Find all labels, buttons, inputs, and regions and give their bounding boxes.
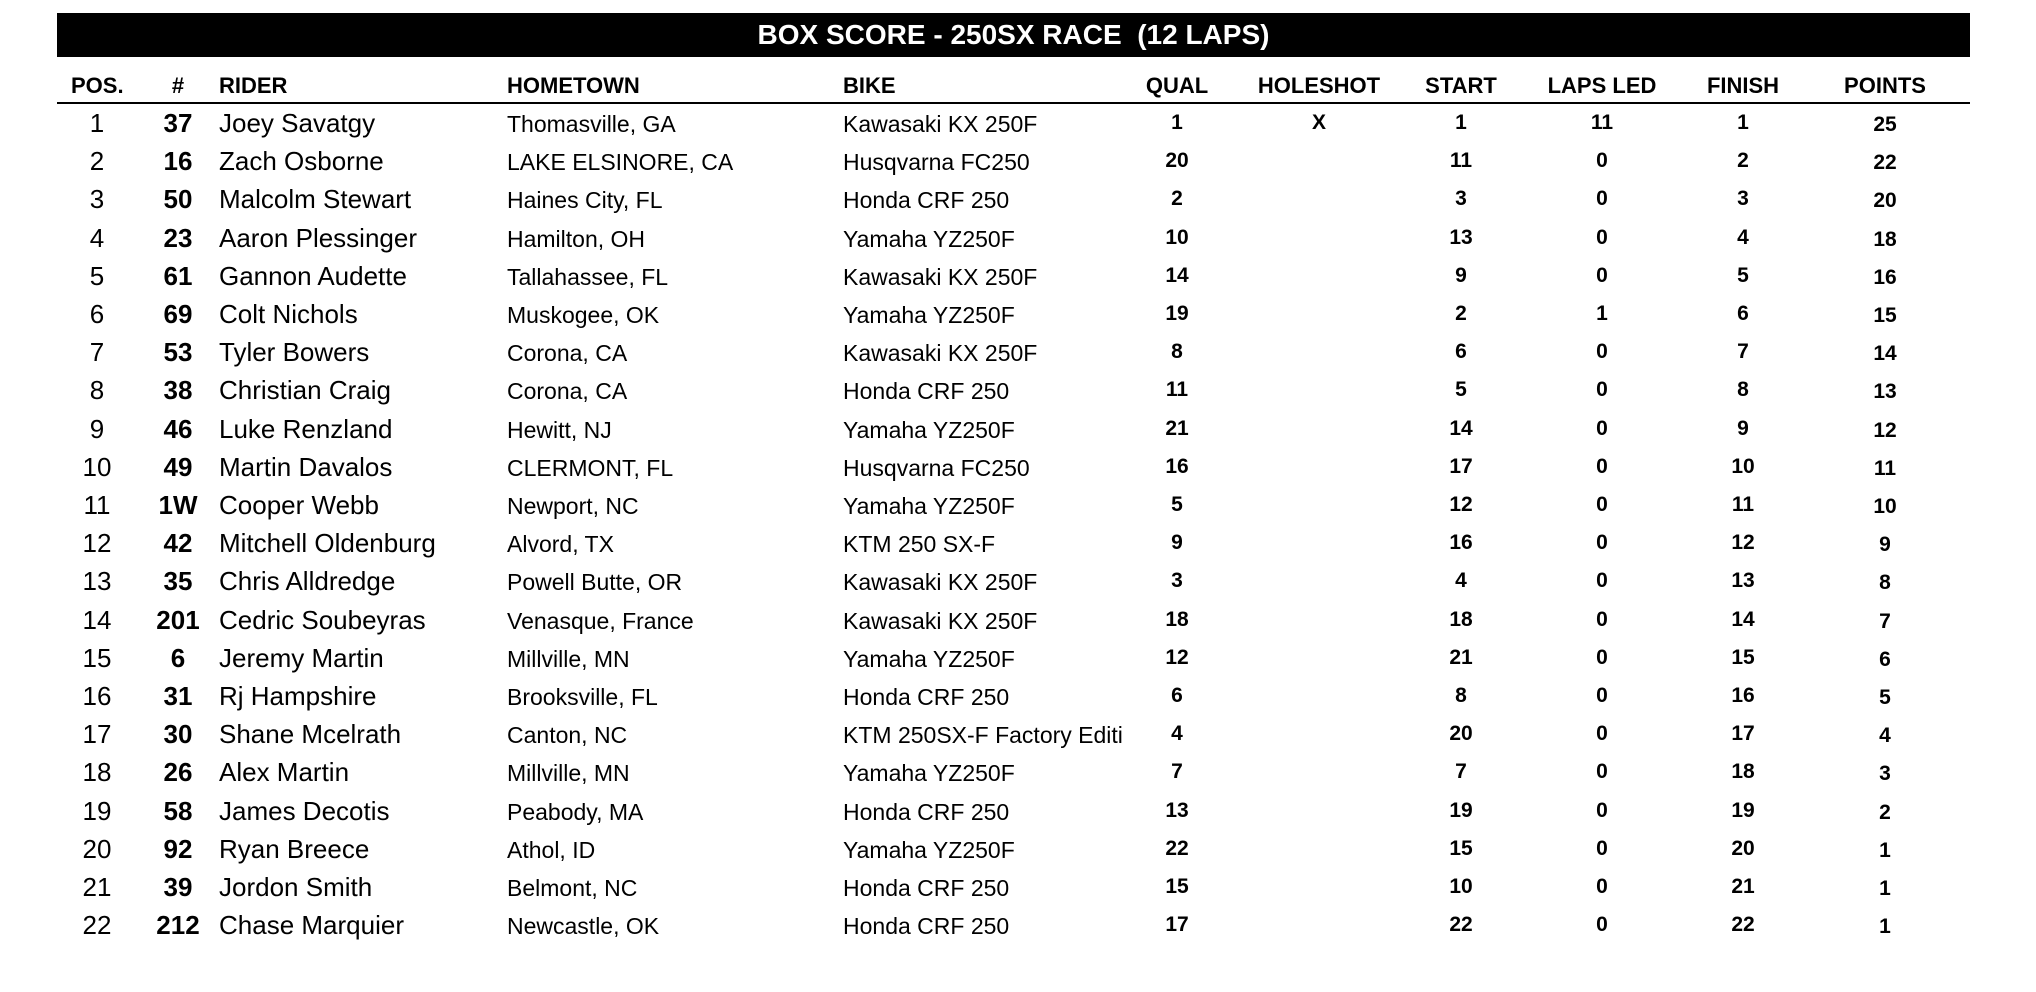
cell-qual: 14 xyxy=(1165,263,1189,287)
table-row xyxy=(57,186,1970,224)
cell-start: 10 xyxy=(1449,875,1473,898)
cell-pos: 15 xyxy=(82,642,112,673)
cell-pos: 14 xyxy=(82,604,112,635)
cell-bike: Kawasaki KX 250F xyxy=(843,340,1038,367)
cell-finish: 10 xyxy=(1731,454,1755,478)
cell-points: 22 xyxy=(1873,151,1897,175)
cell-number: 31 xyxy=(163,681,193,711)
cell-points: 13 xyxy=(1873,380,1897,404)
cell-number: 35 xyxy=(163,566,193,597)
cell-points: 10 xyxy=(1873,495,1897,518)
cell-laps-led: 0 xyxy=(1596,607,1608,631)
table-row xyxy=(57,721,1970,759)
cell-points: 5 xyxy=(1879,686,1891,709)
cell-finish: 22 xyxy=(1731,913,1755,937)
header-start: START xyxy=(1425,73,1497,98)
cell-hometown: Hewitt, NJ xyxy=(507,416,612,443)
cell-points: 16 xyxy=(1873,265,1897,289)
cell-rider: Jordon Smith xyxy=(219,872,373,902)
cell-finish: 1 xyxy=(1737,111,1749,134)
cell-points: 3 xyxy=(1879,762,1891,786)
cell-hometown: Powell Butte, OR xyxy=(507,569,683,596)
cell-number: 61 xyxy=(163,260,193,291)
cell-hometown: Newport, NC xyxy=(507,493,639,519)
header-qual: QUAL xyxy=(1145,73,1209,98)
table-row xyxy=(57,833,1970,874)
cell-hometown: Tallahassee, FL xyxy=(507,263,669,290)
cell-laps-led: 0 xyxy=(1596,684,1608,707)
cell-number: 42 xyxy=(163,528,193,559)
cell-hometown: Hamilton, OH xyxy=(507,225,646,252)
table-row xyxy=(57,912,1970,950)
cell-number: 1W xyxy=(158,490,198,520)
cell-points: 14 xyxy=(1873,342,1897,366)
cell-laps-led: 0 xyxy=(1596,225,1608,249)
cell-rider: Cedric Soubeyras xyxy=(219,604,426,635)
cell-laps-led: 0 xyxy=(1596,416,1608,440)
header-laps-led: LAPS LED xyxy=(1547,73,1657,98)
cell-bike: Husqvarna FC250 xyxy=(843,149,1030,176)
cell-bike: Yamaha YZ250F xyxy=(843,493,1015,519)
cell-rider: Jeremy Martin xyxy=(219,642,384,673)
cell-points: 12 xyxy=(1873,418,1897,442)
cell-number: 92 xyxy=(163,833,193,864)
cell-rider: Joey Savatgy xyxy=(219,108,376,138)
table-row xyxy=(57,642,1970,683)
cell-hometown: CLERMONT, FL xyxy=(507,454,674,481)
cell-finish: 12 xyxy=(1731,531,1755,555)
cell-qual: 18 xyxy=(1165,607,1189,631)
cell-finish: 8 xyxy=(1737,378,1749,402)
cell-number: 6 xyxy=(170,642,186,673)
cell-start: 14 xyxy=(1449,416,1473,440)
cell-rider: Martin Davalos xyxy=(219,451,393,482)
cell-start: 19 xyxy=(1449,798,1473,822)
cell-laps-led: 0 xyxy=(1596,340,1608,364)
cell-finish: 2 xyxy=(1737,149,1749,173)
cell-points: 1 xyxy=(1879,838,1891,862)
cell-points: 15 xyxy=(1873,304,1897,327)
header-hometown: HOMETOWN xyxy=(507,73,640,98)
cell-hometown: Haines City, FL xyxy=(507,187,663,214)
table-row xyxy=(57,795,1970,836)
cell-pos: 4 xyxy=(89,222,105,253)
cell-rider: Zach Osborne xyxy=(219,146,384,177)
cell-number: 49 xyxy=(163,451,193,482)
cell-points: 4 xyxy=(1879,724,1891,748)
cell-number: 26 xyxy=(163,757,193,788)
cell-rider: Tyler Bowers xyxy=(219,337,370,368)
cell-laps-led: 0 xyxy=(1596,798,1608,822)
cell-bike: Yamaha YZ250F xyxy=(843,225,1015,252)
cell-bike: Honda CRF 250 xyxy=(843,913,1010,940)
cell-number: 39 xyxy=(163,872,193,902)
cell-hometown: Newcastle, OK xyxy=(507,913,660,940)
header-finish: FINISH xyxy=(1706,73,1780,98)
cell-rider: Malcolm Stewart xyxy=(219,184,412,215)
header-rider: RIDER xyxy=(219,73,288,98)
cell-finish: 3 xyxy=(1737,187,1749,211)
cell-qual: 19 xyxy=(1165,302,1189,325)
cell-pos: 9 xyxy=(89,413,105,444)
cell-qual: 11 xyxy=(1165,378,1189,402)
table-row xyxy=(57,604,1970,645)
cell-finish: 19 xyxy=(1731,798,1755,822)
cell-pos: 12 xyxy=(82,528,112,559)
cell-bike: Kawasaki KX 250F xyxy=(843,111,1038,137)
cell-rider: Alex Martin xyxy=(219,757,350,788)
cell-rider: Rj Hampshire xyxy=(219,681,377,711)
table-row xyxy=(57,339,1970,377)
cell-rider: Aaron Plessinger xyxy=(219,222,417,253)
header-points: POINTS xyxy=(1844,73,1926,98)
cell-start: 3 xyxy=(1455,187,1467,211)
cell-laps-led: 0 xyxy=(1596,263,1608,287)
cell-qual: 21 xyxy=(1165,416,1189,440)
table-row xyxy=(57,568,1970,606)
cell-laps-led: 0 xyxy=(1596,722,1608,746)
cell-qual: 2 xyxy=(1171,187,1183,211)
cell-laps-led: 0 xyxy=(1596,493,1608,516)
cell-points: 25 xyxy=(1873,113,1897,136)
cell-start: 4 xyxy=(1455,569,1467,593)
cell-pos: 3 xyxy=(89,184,105,215)
cell-hometown: Alvord, TX xyxy=(507,531,614,558)
cell-qual: 13 xyxy=(1165,798,1189,822)
cell-laps-led: 11 xyxy=(1590,111,1614,134)
cell-number: 16 xyxy=(163,146,193,177)
cell-finish: 6 xyxy=(1737,302,1749,325)
table-row xyxy=(57,413,1970,454)
cell-finish: 7 xyxy=(1737,340,1749,364)
cell-points: 9 xyxy=(1879,533,1891,557)
cell-finish: 20 xyxy=(1731,836,1755,860)
cell-holeshot: X xyxy=(1311,111,1327,134)
table-header xyxy=(57,70,1970,104)
cell-bike: Honda CRF 250 xyxy=(843,875,1010,901)
cell-number: 30 xyxy=(163,719,193,750)
cell-rider: Cooper Webb xyxy=(219,490,379,520)
cell-bike: Kawasaki KX 250F xyxy=(843,569,1038,596)
cell-laps-led: 0 xyxy=(1596,569,1608,593)
cell-qual: 4 xyxy=(1171,722,1183,746)
cell-qual: 22 xyxy=(1165,836,1189,860)
cell-qual: 1 xyxy=(1171,111,1183,134)
cell-points: 20 xyxy=(1873,189,1897,213)
cell-start: 2 xyxy=(1455,302,1467,325)
table-row xyxy=(57,110,1970,148)
cell-pos: 10 xyxy=(82,451,112,482)
cell-number: 38 xyxy=(163,375,193,406)
page-title: BOX SCORE - 250SX RACE (12 LAPS) xyxy=(57,13,1970,57)
cell-laps-led: 0 xyxy=(1596,187,1608,211)
cell-pos: 11 xyxy=(83,490,111,520)
cell-laps-led: 1 xyxy=(1596,302,1608,325)
cell-points: 7 xyxy=(1879,609,1891,633)
cell-number: 50 xyxy=(163,184,193,215)
cell-pos: 19 xyxy=(82,795,112,826)
cell-points: 1 xyxy=(1879,915,1891,939)
cell-start: 1 xyxy=(1455,111,1467,134)
cell-finish: 9 xyxy=(1737,416,1749,440)
cell-bike: Kawasaki KX 250F xyxy=(843,607,1038,634)
cell-number: 23 xyxy=(163,222,193,253)
cell-finish: 14 xyxy=(1731,607,1755,631)
cell-rider: Christian Craig xyxy=(219,375,391,406)
cell-rider: Chase Marquier xyxy=(219,910,404,941)
cell-hometown: Corona, CA xyxy=(507,340,628,367)
header-bike: BIKE xyxy=(843,73,896,98)
cell-pos: 18 xyxy=(82,757,112,788)
cell-bike: KTM 250 SX-F xyxy=(843,531,996,558)
cell-hometown: Belmont, NC xyxy=(507,875,638,901)
cell-pos: 1 xyxy=(89,108,105,138)
cell-number: 58 xyxy=(163,795,193,826)
cell-bike: Yamaha YZ250F xyxy=(843,645,1015,672)
cell-bike: KTM 250SX-F Factory Editi xyxy=(843,722,1123,749)
cell-rider: Gannon Audette xyxy=(219,260,407,291)
cell-finish: 13 xyxy=(1731,569,1755,593)
cell-hometown: Brooksville, FL xyxy=(507,684,658,710)
cell-qual: 10 xyxy=(1165,225,1189,249)
cell-laps-led: 0 xyxy=(1596,378,1608,402)
cell-qual: 3 xyxy=(1171,569,1183,593)
header-number: # xyxy=(171,73,185,98)
cell-start: 20 xyxy=(1449,722,1473,746)
cell-rider: James Decotis xyxy=(219,795,390,826)
cell-finish: 18 xyxy=(1731,760,1755,784)
cell-bike: Honda CRF 250 xyxy=(843,684,1010,710)
cell-hometown: LAKE ELSINORE, CA xyxy=(507,149,734,176)
cell-pos: 22 xyxy=(82,910,112,941)
cell-pos: 13 xyxy=(82,566,112,597)
cell-pos: 7 xyxy=(89,337,105,368)
cell-rider: Mitchell Oldenburg xyxy=(219,528,436,559)
cell-start: 12 xyxy=(1449,493,1473,516)
cell-rider: Ryan Breece xyxy=(219,833,370,864)
cell-start: 21 xyxy=(1449,645,1473,669)
cell-start: 6 xyxy=(1455,340,1467,364)
cell-laps-led: 0 xyxy=(1596,875,1608,898)
cell-bike: Yamaha YZ250F xyxy=(843,416,1015,443)
cell-rider: Colt Nichols xyxy=(219,299,358,329)
cell-hometown: Venasque, France xyxy=(507,607,694,634)
cell-hometown: Athol, ID xyxy=(507,836,596,863)
cell-bike: Yamaha YZ250F xyxy=(843,836,1015,863)
cell-pos: 16 xyxy=(82,681,112,711)
cell-pos: 20 xyxy=(82,833,112,864)
cell-bike: Honda CRF 250 xyxy=(843,187,1010,214)
cell-points: 6 xyxy=(1879,647,1891,671)
cell-hometown: Peabody, MA xyxy=(507,798,644,825)
cell-hometown: Corona, CA xyxy=(507,378,628,405)
cell-finish: 4 xyxy=(1737,225,1749,249)
cell-hometown: Thomasville, GA xyxy=(507,111,676,137)
cell-pos: 21 xyxy=(82,872,112,902)
cell-start: 9 xyxy=(1455,263,1467,287)
cell-number: 53 xyxy=(163,337,193,368)
header-holeshot: HOLESHOT xyxy=(1257,73,1381,98)
cell-qual: 8 xyxy=(1171,340,1183,364)
cell-qual: 12 xyxy=(1165,645,1189,669)
cell-laps-led: 0 xyxy=(1596,149,1608,173)
cell-laps-led: 0 xyxy=(1596,760,1608,784)
cell-points: 1 xyxy=(1879,877,1891,900)
cell-bike: Kawasaki KX 250F xyxy=(843,263,1038,290)
cell-qual: 17 xyxy=(1165,913,1189,937)
cell-bike: Honda CRF 250 xyxy=(843,378,1010,405)
cell-laps-led: 0 xyxy=(1596,836,1608,860)
cell-start: 11 xyxy=(1449,149,1473,173)
cell-finish: 15 xyxy=(1731,645,1755,669)
cell-qual: 7 xyxy=(1171,760,1183,784)
cell-laps-led: 0 xyxy=(1596,454,1608,478)
cell-qual: 16 xyxy=(1165,454,1189,478)
cell-start: 15 xyxy=(1449,836,1473,860)
table-row xyxy=(57,492,1970,530)
cell-points: 11 xyxy=(1873,456,1897,480)
cell-pos: 2 xyxy=(89,146,105,177)
cell-rider: Luke Renzland xyxy=(219,413,393,444)
table-row xyxy=(57,874,1970,912)
cell-number: 212 xyxy=(156,910,200,941)
cell-bike: Yamaha YZ250F xyxy=(843,302,1015,328)
cell-points: 8 xyxy=(1879,571,1891,595)
cell-finish: 11 xyxy=(1731,493,1755,516)
cell-laps-led: 0 xyxy=(1596,913,1608,937)
cell-rider: Chris Alldredge xyxy=(219,566,396,597)
table-row xyxy=(57,377,1970,415)
cell-rider: Shane Mcelrath xyxy=(219,719,402,750)
cell-pos: 6 xyxy=(89,299,105,329)
cell-qual: 9 xyxy=(1171,531,1183,555)
cell-bike: Honda CRF 250 xyxy=(843,798,1010,825)
cell-hometown: Millville, MN xyxy=(507,645,630,672)
table-row xyxy=(57,530,1970,568)
cell-start: 8 xyxy=(1455,684,1467,707)
cell-pos: 8 xyxy=(89,375,105,406)
cell-finish: 21 xyxy=(1731,875,1755,898)
cell-number: 201 xyxy=(156,604,200,635)
cell-qual: 15 xyxy=(1165,875,1189,898)
cell-start: 18 xyxy=(1449,607,1473,631)
cell-start: 7 xyxy=(1455,760,1467,784)
cell-start: 13 xyxy=(1449,225,1473,249)
cell-points: 18 xyxy=(1873,227,1897,251)
cell-finish: 16 xyxy=(1731,684,1755,707)
table-row xyxy=(57,759,1970,797)
cell-pos: 17 xyxy=(82,719,112,750)
cell-bike: Husqvarna FC250 xyxy=(843,454,1030,481)
cell-qual: 6 xyxy=(1171,684,1183,707)
cell-qual: 5 xyxy=(1171,493,1183,516)
cell-start: 22 xyxy=(1449,913,1473,937)
cell-laps-led: 0 xyxy=(1596,531,1608,555)
cell-number: 69 xyxy=(163,299,193,329)
cell-start: 17 xyxy=(1449,454,1473,478)
cell-finish: 17 xyxy=(1731,722,1755,746)
cell-hometown: Millville, MN xyxy=(507,760,630,787)
table-row xyxy=(57,222,1970,263)
cell-laps-led: 0 xyxy=(1596,645,1608,669)
cell-bike: Yamaha YZ250F xyxy=(843,760,1015,787)
cell-finish: 5 xyxy=(1737,263,1749,287)
cell-start: 5 xyxy=(1455,378,1467,402)
header-pos: POS. xyxy=(71,73,124,98)
cell-qual: 20 xyxy=(1165,149,1189,173)
table-row xyxy=(57,148,1970,186)
cell-number: 46 xyxy=(163,413,193,444)
cell-points: 2 xyxy=(1879,800,1891,824)
table-row xyxy=(57,451,1970,492)
cell-hometown: Canton, NC xyxy=(507,722,628,749)
table-row xyxy=(57,301,1970,339)
cell-hometown: Muskogee, OK xyxy=(507,302,660,328)
cell-pos: 5 xyxy=(89,260,105,291)
cell-start: 16 xyxy=(1449,531,1473,555)
table-row xyxy=(57,683,1970,721)
table-row xyxy=(57,260,1970,301)
cell-number: 37 xyxy=(163,108,193,138)
